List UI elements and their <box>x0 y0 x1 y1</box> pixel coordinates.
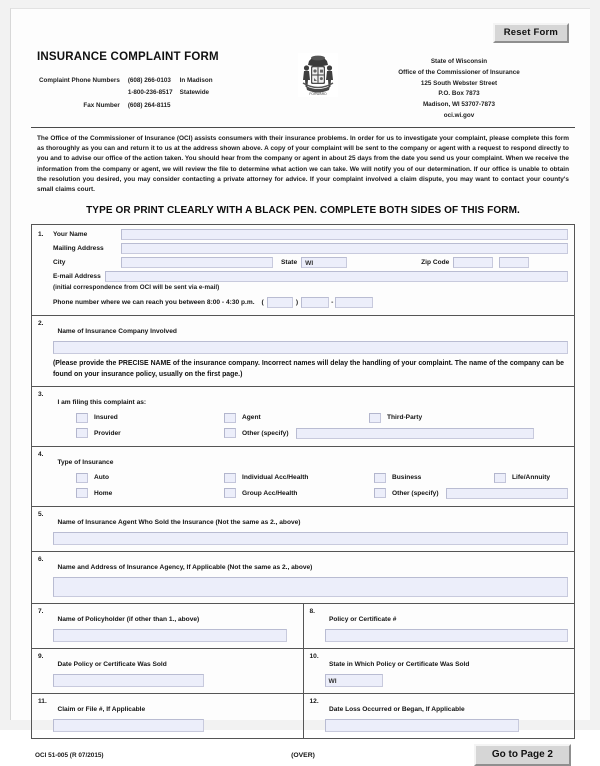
checkbox-auto[interactable] <box>76 473 88 483</box>
agency-name-label-row <box>38 556 568 574</box>
email-input[interactable] <box>105 271 568 282</box>
checkbox-item-individual-health[interactable] <box>224 473 374 483</box>
intro-paragraph: The Office of the Commissioner of Insurance (OCI) assists consumers with their insurance problems. In order for us to investigate your complaint, please complete this form as thoroughly as you can and return it to us at the address shown above. A copy of your complaint will be sent to the company or agent with a request to respond directly to you and to advise our office of the action taken. You should hear from the company or agent in about 25 days from the date you send us your complaint. When we receive the information from the company or agent, we will review the file to determine what action we can take. We will notify you of our determination. If our office is unable to obtain the resolution you desired, you may consider contacting a private attorney for advice. If your complaint involved a claim dispute, you may want to contact your county's small claims court. <box>37 134 569 193</box>
label-auto: Auto <box>94 474 110 481</box>
fax-number: (608) 264-8115 <box>127 101 171 109</box>
checkbox-home[interactable] <box>76 488 88 498</box>
spacer-cell <box>39 88 126 98</box>
filing-as-options <box>38 413 568 439</box>
section-12 <box>304 694 575 738</box>
section-7-cell <box>32 603 304 648</box>
checkbox-item-group-health[interactable] <box>224 488 374 498</box>
other-insurance-input[interactable] <box>446 488 568 499</box>
table-row <box>39 76 213 86</box>
checkbox-third-party[interactable] <box>369 413 381 423</box>
agent-name-label-row <box>38 511 568 529</box>
state-sold-label-row <box>310 653 569 671</box>
company-note-wrap <box>38 359 568 380</box>
insurance-type-label: Type of Insurance <box>57 458 114 466</box>
phone-label: Phone number where we can reach you between 8:00 - 4:30 p.m. <box>53 299 255 307</box>
company-label: Name of Insurance Company Involved <box>57 328 177 336</box>
empty-cell <box>180 101 213 111</box>
svg-text:FORWARD: FORWARD <box>309 92 327 96</box>
wisconsin-state-seal-icon <box>298 53 338 97</box>
checkbox-group-acc-health[interactable] <box>224 488 236 498</box>
filing-as-label-row <box>38 391 568 409</box>
contact-phone-table <box>37 74 215 113</box>
section-1 <box>32 225 574 315</box>
policyholder-label-row <box>38 608 297 626</box>
insurance-company-input[interactable] <box>53 341 568 354</box>
checkbox-item-insured[interactable] <box>76 413 224 423</box>
policy-number-input-wrap <box>310 629 569 642</box>
date-sold-input[interactable] <box>53 674 204 687</box>
table-row <box>32 446 575 506</box>
section-1-cell <box>32 225 575 316</box>
section-12-number: 12. <box>309 697 319 705</box>
checkbox-item-auto[interactable] <box>76 473 224 483</box>
section-9-number: 9. <box>38 652 44 660</box>
agent-name-label: Name of Insurance Agent Who Sold the Insurance <box>57 518 216 526</box>
insurance-type-row-1 <box>38 473 568 483</box>
section-11-number: 11. <box>38 697 47 705</box>
email-label: E-mail Address <box>53 273 101 281</box>
checkbox-other-insurance[interactable] <box>374 488 386 498</box>
checkbox-life-annuity[interactable] <box>494 473 506 483</box>
agent-name-input[interactable] <box>53 532 568 545</box>
state-sold-label: State in Which Policy or Certificate Was Sold <box>328 660 470 668</box>
section-5-number: 5. <box>38 510 44 518</box>
section-11-cell <box>32 693 304 738</box>
label-individual-acc-health: Individual Acc/Health <box>242 474 309 481</box>
label-other-filing: Other (specify) <box>242 429 289 437</box>
label-other-insurance: Other (specify) <box>392 489 439 497</box>
insurance-type-options <box>38 473 568 499</box>
mailing-address-input[interactable] <box>121 243 568 254</box>
phone-prefix-input[interactable] <box>301 297 329 308</box>
date-sold-label: Date Policy or Certificate Was Sold <box>57 660 167 668</box>
form-header <box>31 51 575 122</box>
checkbox-item-business[interactable] <box>374 473 494 483</box>
checkbox-item-other[interactable] <box>224 428 568 439</box>
section-10-number: 10. <box>309 652 319 660</box>
checkbox-agent[interactable] <box>224 413 236 423</box>
section-2 <box>32 316 574 385</box>
phone-open-paren: ( <box>261 299 264 307</box>
label-business: Business <box>392 474 422 481</box>
statewide-phone-note: Statewide <box>179 89 210 97</box>
email-note-wrap <box>38 284 568 291</box>
fax-label: Fax Number <box>83 101 120 109</box>
label-insured: Insured <box>94 414 118 421</box>
table-row <box>32 603 575 648</box>
label-group-acc-health: Group Acc/Health <box>242 489 298 497</box>
policyholder-input-wrap <box>38 629 297 642</box>
insurance-type-row-2 <box>38 488 568 499</box>
company-label-row <box>38 320 568 338</box>
section-9 <box>32 649 303 693</box>
section-4-number: 4. <box>38 450 44 458</box>
your-name-input[interactable] <box>121 229 568 240</box>
section-8 <box>304 604 575 648</box>
agency-name-label-note: (Not the same as 2., above) <box>227 563 313 571</box>
label-agent: Agent <box>242 414 261 421</box>
table-row <box>32 225 575 316</box>
complaint-form-table <box>31 224 575 738</box>
complaint-phone-label: Complaint Phone Numbers <box>39 77 120 84</box>
agency-address-input[interactable] <box>53 577 568 597</box>
section-10 <box>304 649 575 693</box>
section-11 <box>32 694 303 738</box>
date-sold-label-row <box>38 653 297 671</box>
label-provider: Provider <box>94 429 121 437</box>
checkbox-item-third-party[interactable] <box>369 413 422 423</box>
agency-city-state-zip: Madison, WI 53707-7873 <box>422 101 496 109</box>
section-4 <box>32 447 574 506</box>
section-3 <box>32 387 574 446</box>
company-input-wrap <box>38 341 568 354</box>
filing-as-row-1 <box>38 413 568 423</box>
table-row <box>32 551 575 603</box>
section-10-cell <box>303 648 575 693</box>
agent-name-label-note: (Not the same as 2., above) <box>215 518 301 526</box>
table-row <box>32 506 575 551</box>
section-1-number: 1. <box>38 231 44 239</box>
seal-container <box>287 51 349 97</box>
section-5 <box>32 507 574 551</box>
section-4-cell <box>32 446 575 506</box>
statewide-phone-number: 1-800-236-8517 <box>127 89 173 97</box>
your-name-label: Your Name <box>53 231 88 239</box>
madison-phone-note: In Madison <box>179 77 213 84</box>
over-indicator: (OVER) <box>291 752 315 759</box>
section-8-cell <box>303 603 575 648</box>
checkbox-item-life-annuity[interactable] <box>494 473 550 483</box>
table-row <box>39 101 213 111</box>
go-to-page-2-button[interactable]: Go to Page 2 <box>474 744 571 766</box>
form-footer <box>31 746 575 766</box>
table-row <box>32 693 575 738</box>
email-row <box>38 271 568 282</box>
section-2-number: 2. <box>38 320 44 328</box>
header-left <box>37 51 287 113</box>
section-3-number: 3. <box>38 390 44 398</box>
madison-phone-number: (608) 266-0103 <box>127 77 171 84</box>
checkbox-insured[interactable] <box>76 413 88 423</box>
zip-code-input[interactable] <box>453 257 493 268</box>
label-home: Home <box>94 489 113 497</box>
agent-input-wrap <box>38 532 568 545</box>
checkbox-provider[interactable] <box>76 428 88 438</box>
mailing-address-label: Mailing Address <box>53 245 104 253</box>
filing-as-label: I am filing this complaint as: <box>57 398 147 406</box>
policy-number-label: Policy or Certificate # <box>328 615 397 623</box>
agency-name-label: Name and Address of Insurance Agency, If Applicable <box>57 563 228 571</box>
section-2-cell <box>32 316 575 386</box>
section-6-number: 6. <box>38 555 44 563</box>
phone-line-input[interactable] <box>335 297 373 308</box>
form-sheet <box>10 8 590 760</box>
checkbox-individual-acc-health[interactable] <box>224 473 236 483</box>
state-sold-input[interactable]: WI <box>325 674 383 687</box>
section-8-number: 8. <box>309 607 315 615</box>
date-loss-label: Date Loss Occurred or Began, If Applicable <box>328 705 465 713</box>
checkbox-item-other-insurance[interactable] <box>374 488 568 499</box>
section-7 <box>32 604 303 648</box>
email-note: (initial correspondence from OCI will be sent via e-mail) <box>53 284 220 292</box>
claim-number-label: Claim or File #, If Applicable <box>57 705 146 713</box>
policyholder-input[interactable] <box>53 629 287 642</box>
zip-code-ext-input[interactable] <box>499 257 529 268</box>
form-content <box>31 23 575 760</box>
date-sold-input-wrap <box>38 674 297 687</box>
section-3-cell <box>32 386 575 446</box>
reset-row <box>31 23 575 43</box>
policy-number-label-row <box>310 608 569 626</box>
state-sold-input-wrap <box>310 674 569 687</box>
agency-website: oci.wi.gov <box>443 112 475 120</box>
reset-form-button[interactable]: Reset Form <box>493 23 569 43</box>
city-label: City <box>53 259 66 267</box>
city-state-zip-row <box>38 257 568 268</box>
instruction-heading: TYPE OR PRINT CLEARLY WITH A BLACK PEN. COMPLETE BOTH SIDES OF THIS FORM. <box>86 205 520 217</box>
section-12-cell <box>303 693 575 738</box>
table-row <box>39 88 213 98</box>
policyholder-label: Name of Policyholder (if other than 1., above) <box>57 615 200 623</box>
filing-as-row-2 <box>38 428 568 439</box>
zip-code-label: Zip Code <box>421 259 450 267</box>
section-7-number: 7. <box>38 607 44 615</box>
page-title: INSURANCE COMPLAINT FORM <box>37 51 219 63</box>
section-6 <box>32 552 574 603</box>
state-label: State <box>281 259 298 267</box>
label-life-annuity: Life/Annuity <box>512 474 551 481</box>
table-row <box>32 648 575 693</box>
phone-row <box>38 297 568 308</box>
date-loss-label-row <box>310 698 569 716</box>
section-6-cell <box>32 551 575 603</box>
label-third-party: Third-Party <box>387 414 423 421</box>
policy-number-input[interactable] <box>325 629 569 642</box>
precise-name-note: (Please provide the PRECISE NAME of the insurance company. Incorrect names will delay the handling of your complaint. The name of the company can be found on your insurance policy, usually on the first page.) <box>53 360 564 378</box>
checkbox-item-home[interactable] <box>76 488 224 498</box>
insurance-type-label-row <box>38 451 568 469</box>
mailing-address-row <box>38 243 568 254</box>
city-input[interactable] <box>121 257 273 268</box>
form-code: OCI 51-005 (R 07/2015) <box>35 752 104 759</box>
agency-street: 125 South Webster Street <box>420 79 498 87</box>
table-row <box>32 386 575 446</box>
agency-pobox: P.O. Box 7873 <box>438 90 480 98</box>
claim-number-label-row <box>38 698 297 716</box>
checkbox-item-agent[interactable] <box>224 413 369 423</box>
checkbox-other-filing[interactable] <box>224 428 236 438</box>
checkbox-business[interactable] <box>374 473 386 483</box>
agency-input-wrap <box>38 577 568 597</box>
agency-state: State of Wisconsin <box>430 58 488 65</box>
your-name-row <box>38 229 568 240</box>
section-5-cell <box>32 506 575 551</box>
agency-address-block <box>349 51 569 122</box>
phone-close-paren: ) <box>295 299 299 307</box>
agency-office: Office of the Commissioner of Insurance <box>398 68 520 76</box>
state-input[interactable]: WI <box>301 257 347 268</box>
phone-dash: - <box>331 299 334 307</box>
phone-area-code-input[interactable] <box>267 297 293 308</box>
checkbox-item-provider[interactable] <box>76 428 224 438</box>
table-row <box>32 316 575 386</box>
section-9-cell <box>32 648 304 693</box>
other-filing-input[interactable] <box>296 428 534 439</box>
